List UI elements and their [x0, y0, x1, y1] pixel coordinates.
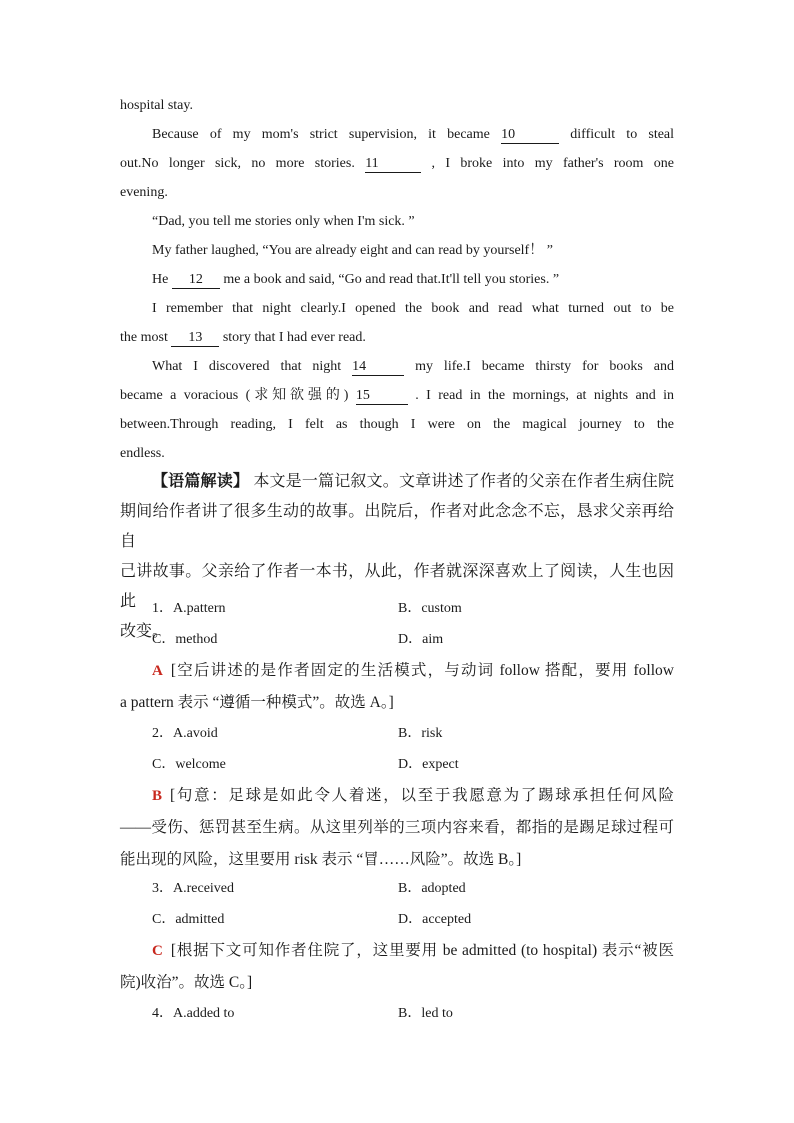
text: , I broke into my father's room one [431, 156, 674, 171]
question-4 [120, 998, 674, 1029]
text: became a voracious (求知欲强的) [120, 388, 349, 403]
explanation: [根据下文可知作者住院了，这里要用 be admitted (to hospital) 表示“被医 [170, 942, 674, 959]
option-c: C．admitted [152, 912, 225, 927]
option-row [120, 904, 674, 935]
blank-13: 13 [171, 330, 219, 347]
answer-line [120, 935, 674, 967]
option-a: 1．A.pattern [152, 601, 226, 616]
passage-line [120, 149, 674, 178]
answer-line [120, 687, 674, 719]
passage-line: endless. [120, 446, 165, 461]
option-d: D．aim [398, 632, 444, 647]
text: . I read in the mornings, at nights and in [415, 388, 675, 403]
question-3 [120, 873, 674, 999]
text: out.No longer sick, no more stories. [120, 156, 355, 171]
interpretation-line: 己讲故事。父亲给了作者一本书，从此，作者就深深喜欢上了阅读，人生也因此 [120, 563, 674, 610]
blank-11: 11 [365, 156, 421, 173]
explanation: a pattern 表示 “遵循一种模式”。故选 A。] [120, 694, 394, 711]
option-b: B．adopted [398, 881, 466, 896]
passage-line [120, 120, 674, 149]
question-2 [120, 718, 674, 876]
option-a: 3．A.received [152, 881, 235, 896]
passage-line: evening. [120, 185, 168, 200]
passage-line: between.Through reading, I felt as though I were on the magical journey to the [120, 417, 674, 432]
answer-letter: B [152, 788, 163, 804]
option-b: B．led to [398, 1006, 453, 1021]
option-row [120, 718, 674, 749]
text: He [152, 272, 169, 287]
answer-letter: A [152, 663, 163, 679]
option-d: D．accepted [398, 912, 472, 927]
passage-line [120, 265, 674, 294]
passage-line [120, 381, 674, 410]
option-row [120, 624, 674, 655]
answer-letter: C [152, 943, 163, 959]
text: me a book and said, “Go and read that.It'll tell you stories. ” [223, 272, 560, 287]
interpretation-line [120, 467, 674, 497]
explanation: [句意：足球是如此令人着迷，以至于我愿意为了踢球承担任何风险 [170, 787, 674, 804]
passage-line: hospital stay. [120, 98, 193, 113]
answer-line [120, 780, 674, 812]
passage-line [120, 352, 674, 381]
passage-line: My father laughed, “You are already eight and can read by yourself！ ” [152, 243, 553, 258]
option-c: C．welcome [152, 757, 226, 772]
interpretation-line: 期间给作者讲了很多生动的故事。出院后，作者对此念念不忘，恳求父亲再给自 [120, 503, 674, 550]
interpretation-line: 改变。 [120, 623, 169, 640]
text: my life.I became thirsty for books and [415, 359, 674, 374]
text: Because of my mom's strict supervision, it became [152, 127, 490, 142]
blank-10: 10 [501, 127, 559, 144]
explanation: [空后讲述的是作者固定的生活模式，与动词 follow 搭配，要用 follow [170, 662, 674, 679]
option-row [120, 593, 674, 624]
question-1 [120, 593, 674, 719]
section-label: 【语篇解读】 [152, 473, 250, 490]
text: the most [120, 330, 168, 345]
explanation: 能出现的风险，这里要用 risk 表示 “冒……风险”。故选 B。] [120, 851, 522, 868]
blank-14: 14 [352, 359, 404, 376]
explanation: ——受伤、惩罚甚至生病。从这里列举的三项内容来看，都指的是踢足球过程可 [120, 819, 674, 836]
option-row [120, 998, 674, 1029]
blank-15: 15 [356, 388, 408, 405]
option-c: C．method [152, 632, 218, 647]
option-row [120, 873, 674, 904]
text: difficult to steal [570, 127, 675, 142]
option-b: B．custom [398, 601, 462, 616]
option-b: B．risk [398, 726, 443, 741]
answer-line [120, 812, 674, 844]
answer-line [120, 967, 674, 999]
passage [120, 91, 674, 468]
passage-line: “Dad, you tell me stories only when I'm sick. ” [152, 214, 415, 229]
explanation: 院)收治”。故选 C。] [120, 974, 253, 991]
option-d: D．expect [398, 757, 459, 772]
answer-line [120, 655, 674, 687]
option-a: 4．A.added to [152, 1006, 235, 1021]
blank-12: 12 [172, 272, 220, 289]
option-row [120, 749, 674, 780]
passage-line [120, 323, 674, 352]
answer-line [120, 844, 674, 876]
option-a: 2．A.avoid [152, 726, 218, 741]
text: 本文是一篇记叙文。文章讲述了作者的父亲在作者生病住院 [253, 473, 674, 490]
text: story that I had ever read. [222, 330, 366, 345]
passage-line: I remember that night clearly.I opened the book and read what turned out to be [152, 301, 674, 316]
text: What I discovered that night [152, 359, 342, 374]
